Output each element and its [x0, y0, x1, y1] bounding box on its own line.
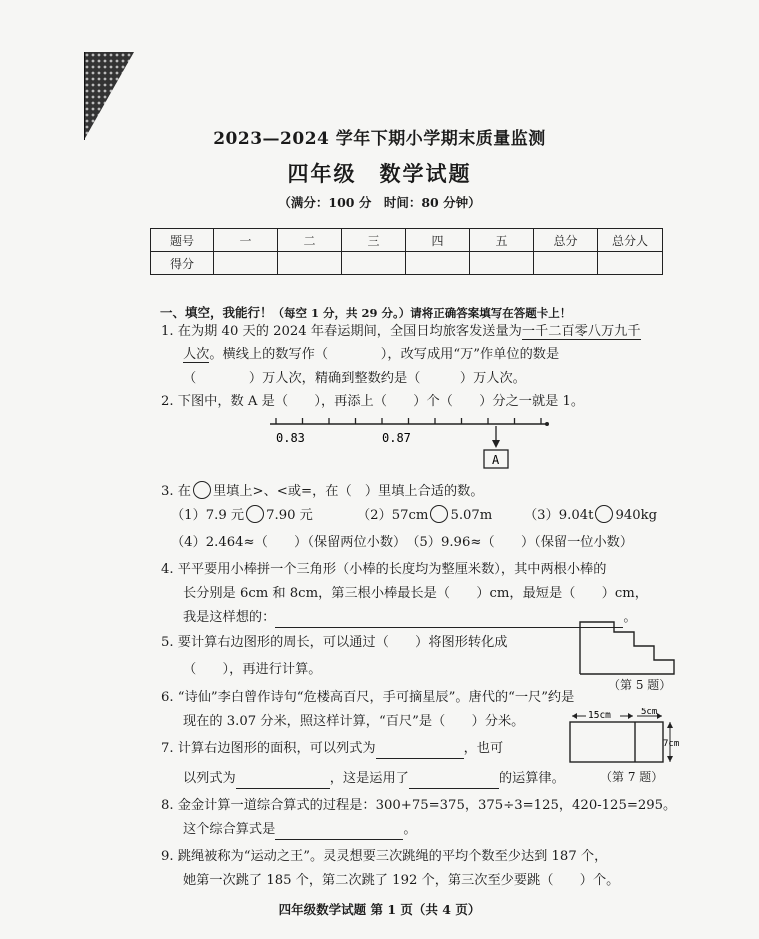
answer-blank[interactable]	[376, 740, 464, 759]
dimension-label: 15cm	[588, 710, 611, 721]
score-header-cell: 题号	[151, 229, 214, 252]
compare-item: 7.90 元	[266, 508, 313, 523]
answer-blank[interactable]	[275, 821, 403, 840]
question-1-line-2	[183, 346, 559, 364]
comparison-circle[interactable]	[193, 481, 211, 499]
arrow-left-icon	[572, 713, 577, 719]
question-text: 的运算律。	[498, 771, 565, 786]
question-number: 7.	[161, 741, 174, 756]
arrow-up-icon	[667, 722, 673, 728]
figure-7-caption: （第 7 题）	[600, 770, 664, 784]
tick-label: 0.83	[276, 431, 305, 445]
outer-rectangle	[570, 722, 663, 762]
arrow-right-icon	[628, 713, 633, 719]
compare-item: （1）7.9 元	[171, 508, 245, 523]
answer-blank[interactable]	[236, 770, 330, 789]
question-3-line-1	[161, 481, 484, 501]
compare-item: （3）9.04t	[524, 508, 594, 523]
question-number: 8.	[161, 798, 174, 813]
score-cell[interactable]	[214, 252, 278, 275]
section-note: （每空 1 分，共 29 分。）请将正确答案填写在答题卡上！	[272, 306, 572, 320]
question-4-line-2	[183, 585, 648, 603]
question-text: 现在的 3.07 分米，照这样计算，“百尺”是（ ）分米。	[183, 714, 525, 729]
arrow-down-icon	[667, 756, 673, 762]
score-header-cell: 一	[214, 229, 278, 252]
number-line-end-dot	[545, 422, 549, 426]
question-text: 我是这样想的：	[183, 610, 276, 625]
question-number: 2.	[161, 394, 174, 409]
underlined-number: 一千二百零八万九千	[521, 324, 641, 339]
question-text: ，这是运用了	[329, 771, 409, 786]
section-title: 一、填空，我能行！	[160, 305, 273, 320]
question-text: 以列式为	[183, 771, 236, 786]
question-text: （ ），再进行计算。	[183, 662, 322, 677]
question-text: 她第一次跳了 185 个，第二次跳了 192 个，第三次至少要跳（ ）个。	[183, 873, 620, 888]
score-cell[interactable]	[278, 252, 342, 275]
question-text: 金金计算一道综合算式的过程是：300+75=375，375÷3=125，420-125=295。	[177, 798, 677, 813]
question-text: 要计算右边图形的周长，可以通过（ ）将图形转化成	[177, 635, 508, 650]
number-line-ticks	[276, 418, 541, 424]
dimension-label: 5cm	[641, 708, 658, 717]
score-cell[interactable]	[342, 252, 406, 275]
exam-subtitle: 四年级 数学试题	[287, 161, 472, 186]
question-4-line-3	[183, 609, 637, 628]
score-table	[150, 228, 663, 275]
score-cell[interactable]	[598, 252, 663, 275]
question-3-line-3	[171, 534, 633, 552]
question-text: 。横线上的数写作（ ），改写成用“万”作单位的数是	[209, 347, 560, 362]
number-line-figure	[262, 412, 562, 474]
question-text: 平平要用小棒拼一个三角形（小棒的长度均为整厘米数），其中两根小棒的	[177, 562, 607, 577]
question-4-line-1	[161, 561, 606, 579]
answer-blank[interactable]	[409, 770, 499, 789]
question-text: 。	[403, 822, 417, 837]
page-footer: 四年级数学试题 第 1 页（共 4 页）	[278, 902, 481, 917]
question-number: 4.	[161, 562, 174, 577]
figure-5-caption: （第 5 题）	[608, 678, 672, 692]
score-cell[interactable]	[470, 252, 534, 275]
answer-blank[interactable]	[275, 609, 623, 628]
staircase-outline	[580, 622, 674, 674]
question-text: （4）2.464≈（ ）（保留两位小数） （5）9.96≈（ ）（保留一位小数）	[171, 535, 634, 550]
question-2-line-1	[161, 393, 584, 411]
tick-label: 0.87	[382, 431, 411, 445]
question-text: 在	[177, 484, 191, 499]
compare-item: （2）57cm	[357, 508, 429, 523]
question-text: “诗仙”李白曾作诗句“危楼高百尺，手可摘星辰”。唐代的“一尺”约是	[177, 690, 575, 705]
question-9-line-1	[161, 848, 607, 866]
question-8-line-1	[161, 797, 676, 815]
question-text: 。	[623, 610, 637, 625]
rectangle-area-figure	[566, 708, 684, 768]
score-row-label: 得分	[151, 252, 214, 275]
exam-title: 2023—2024 学年下期小学期末质量监测	[213, 129, 546, 149]
question-text: ，也可	[463, 741, 504, 756]
question-9-line-2	[183, 872, 619, 890]
score-header-cell: 四	[406, 229, 470, 252]
question-3-line-2b	[357, 505, 492, 525]
score-cell[interactable]	[406, 252, 470, 275]
score-table-score-row	[151, 252, 663, 275]
question-text: 里填上>、<或=，在（ ）里填上合适的数。	[212, 484, 484, 499]
question-text: 下图中，数 A 是（ ），再添上（ ）个（ ）分之一就是 1。	[177, 394, 585, 409]
score-header-cell: 五	[470, 229, 534, 252]
question-7-line-2	[183, 770, 565, 789]
score-table-header-row	[151, 229, 663, 252]
score-cell[interactable]	[534, 252, 598, 275]
question-text: 在为期 40 天的 2024 年春运期间，全国日均旅客发送量为	[177, 324, 522, 339]
point-a-label: A	[492, 453, 500, 467]
exam-info: （满分：100 分 时间：80 分钟）	[278, 195, 481, 210]
compare-item: 5.07m	[450, 508, 493, 523]
score-header-cell: 总分人	[598, 229, 663, 252]
comparison-circle[interactable]	[595, 505, 613, 523]
question-text: 长分别是 6cm 和 8cm，第三根小棒最长是（ ）cm，最短是（ ）cm，	[183, 586, 648, 601]
question-text: （ ）万人次，精确到整数约是（ ）万人次。	[183, 371, 526, 386]
staircase-figure	[578, 620, 676, 676]
question-number: 9.	[161, 849, 174, 864]
question-6-line-1	[161, 689, 574, 707]
question-6-line-2	[183, 713, 524, 731]
score-header-cell: 二	[278, 229, 342, 252]
question-1-line-3	[183, 370, 526, 388]
question-3-line-2c	[524, 505, 657, 525]
question-5-line-2	[183, 661, 321, 679]
question-3-line-2	[171, 505, 313, 525]
arrow-right-icon	[657, 713, 662, 719]
question-text: 计算右边图形的面积，可以列式为	[177, 741, 376, 756]
question-number: 3.	[161, 484, 174, 499]
comparison-circle[interactable]	[430, 505, 448, 523]
question-7-line-1	[161, 740, 503, 759]
underlined-unit: 人次	[183, 347, 210, 362]
dimension-label: 7cm	[663, 739, 680, 749]
score-header-cell: 三	[342, 229, 406, 252]
question-number: 5.	[161, 635, 174, 650]
compare-item: 940kg	[615, 508, 658, 523]
score-header-cell: 总分	[534, 229, 598, 252]
arrow-head-icon	[492, 440, 500, 448]
question-8-line-2	[183, 821, 417, 840]
comparison-circle[interactable]	[246, 505, 264, 523]
section-1-heading	[160, 303, 571, 321]
question-1-line-1	[161, 323, 641, 341]
question-number: 1.	[161, 324, 174, 339]
question-text: 这个综合算式是	[183, 822, 276, 837]
question-5-line-1	[161, 634, 507, 652]
question-number: 6.	[161, 690, 174, 705]
question-text: 跳绳被称为“运动之王”。灵灵想要三次跳绳的平均个数至少达到 187 个，	[177, 849, 608, 864]
